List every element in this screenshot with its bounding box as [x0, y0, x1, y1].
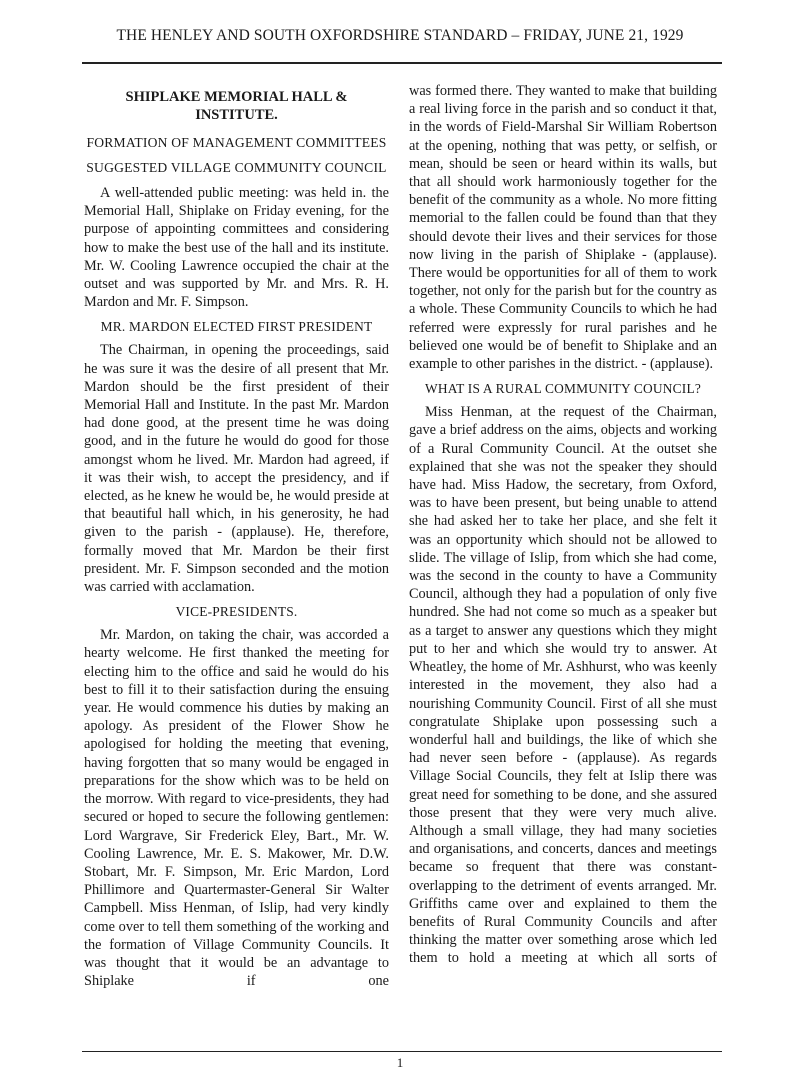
vice-presidents-paragraph: Mr. Mardon, on taking the chair, was accorded a hearty welcome. He first thanked the meeting for electing him to the office and said he would do his best to fill it to their satisfaction during the ensuing year. He would commence his duties by making an apology. As president of the Flower Show he apologised for holding the meeting that evening, having forgotten that so many would be engaged in preparations for the show which was to be held on the morrow. With regard to vice-presidents, they had secured or hoped to secure the following gentlemen: Lord Wargrave, Sir Frederick Eley, Bart., Mr. W. Cooling Lawrence, Mr. E. S. Makower, Mr. D.W. Stobart, Mr. F. Simpson, Mr. Eric Mardon, Lord Phillimore and Quartermaster-General Sir Walter Campbell. Miss Henman, of Islip, had very kindly come over to tell them something of the working and the formation of Village Community Councils. It was thought that it would be an advantage to Shiplake if one	[84, 627, 389, 990]
section-heading-rural-council: WHAT IS A RURAL COMMUNITY COUNCIL?	[425, 381, 701, 397]
article-title: SHIPLAKE MEMORIAL HALL & INSTITUTE.	[125, 89, 348, 123]
article-subtitle-1: FORMATION OF MANAGEMENT COMMITTEES	[86, 135, 387, 150]
page-number: 1	[396, 1055, 404, 1070]
column-left	[84, 82, 389, 990]
column-right	[409, 82, 717, 968]
president-paragraph: The Chairman, in opening the proceedings, said he was sure it was the desire of all present that Mr. Mardon should be the first president of their Memorial Hall and Institute. In the past Mr. Mardon had done good, at the present time he was doing good, and in the future he would do good for those amongst whom he lived. Mr. Mardon had agreed, if it was their wish, to accept the presidency, and if elected, as he knew he would be, he would preside at that beautiful hall which, in his generosity, he had given to the parish - (applause). He, therefore, formally moved that Mr. Mardon be their first president. Mr. F. Simpson seconded and the motion was carried with acclamation.	[84, 342, 389, 596]
vice-presidents-continued: was formed there. They wanted to make that building a real living force in the parish and so conduct it that, in the words of Field-Marshal Sir William Robertson at the opening, nothing that was petty, or selfish, or mean, should be seen or heard within its walls, but that all should work harmoniously together for the benefit of the community as a whole. No more fitting memorial to the fallen could be found than that they should devote their lives and their services for those now living in the parish of Shiplake - (applause). There would be opportunities for all of them to work together, not only for the parish but for the country as a whole. These Community Councils to which he had referred were expressly for rural parishes and he believed one would be of benefit to Shiplake and an example to other parishes in the district. - (applause).	[409, 83, 717, 373]
intro-paragraph: A well-attended public meeting: was held in. the Memorial Hall, Shiplake on Friday evening, for the purpose of appointing committees and considering how to make the best use of the hall and its institute. Mr. W. Cooling Lawrence occupied the chair at the outset and was supported by Mr. and Mrs. R. H. Mardon and Mr. F. Simpson.	[84, 185, 389, 311]
section-heading-vice-presidents: VICE-PRESIDENTS.	[175, 604, 298, 620]
section-heading-president: MR. MARDON ELECTED FIRST PRESIDENT	[100, 319, 373, 335]
article-subtitle-2: SUGGESTED VILLAGE COMMUNITY COUNCIL	[86, 160, 387, 175]
footer-rule	[82, 1051, 722, 1052]
masthead: THE HENLEY AND SOUTH OXFORDSHIRE STANDARD – FRIDAY, JUNE 21, 1929	[116, 27, 684, 44]
rural-council-paragraph: Miss Henman, at the request of the Chairman, gave a brief address on the aims, objects and working of a Rural Community Council. At the outset she explained that she was not the speaker they should have had. Miss Hadow, the secretary, from Oxford, was to have been present, but being unable to attend she had asked her to take her place, and she felt it was an opportunity which should not be allowed to slide. The village of Islip, from which she had come, was the second in the county to have a Community Council, although they had a population of only five hundred. She had not come so much as a speaker but as a target to answer any questions which they might put to her and which she would try to answer. At Wheatley, the home of Mr. Ashhurst, who was keenly interested in the movement, they also had a nourishing Community Council. First of all she must congratulate Shiplake upon possessing such a wonderful hall and buildings, the like of which she had never seen before - (applause). As regards Village Social Councils, they felt at Islip there was great need for something to be done, and she assured those present that they were very much alive. Although a small village, they had many societies and organisations, and concerts, dances and meetings became so frequent that there was constant-overlapping to the detriment of events arranged. Mr. Griffiths came over and explained to them the benefits of Rural Community Councils and after thinking the matter over something arose which led them to hold a meeting at which all sorts of	[409, 404, 717, 967]
header-rule	[82, 62, 722, 64]
